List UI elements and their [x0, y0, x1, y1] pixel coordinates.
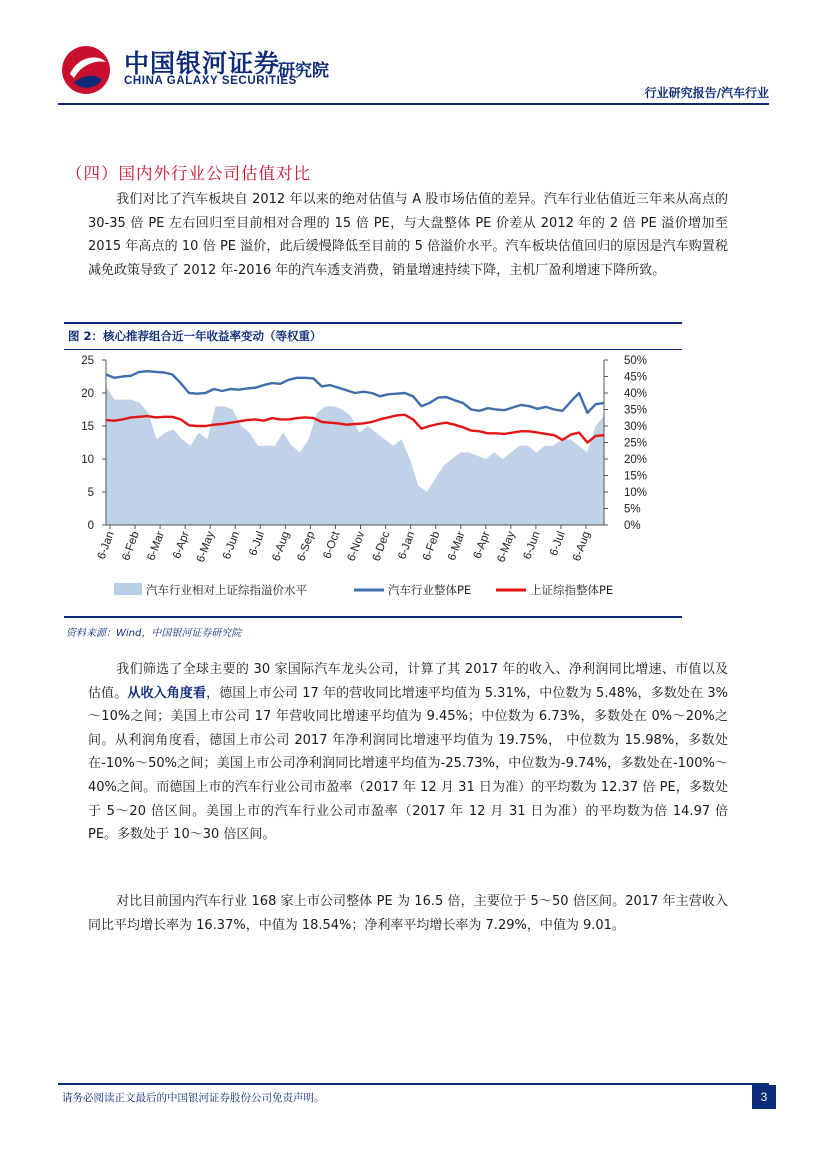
right-tick-label: 50% [624, 355, 648, 367]
right-tick-label: 25% [624, 437, 648, 450]
footer-disclaimer: 请务必阅读正文最后的中国银河证券股份公司免责声明。 [62, 1092, 325, 1104]
right-tick-label: 5% [624, 503, 641, 516]
footer-divider [58, 1083, 769, 1085]
paragraph-domestic-comparison [88, 890, 728, 937]
global-comparison-text-1: 我们筛选了全球主要的 30 家国际汽车龙头公司，计算了其 2017 年的收入、净利润同比增速、市值以及估值。 [88, 662, 728, 701]
x-tick-label: 6-Jun [521, 529, 543, 562]
company-logo [60, 42, 390, 98]
x-tick-label: 6-Jun [220, 529, 243, 562]
x-tick-label: 6-Apr [471, 529, 493, 561]
x-tick-label: 6-Mar [446, 529, 468, 563]
left-tick-label: 10 [81, 454, 94, 466]
figure-bottom-rule [64, 616, 682, 618]
section-title: （四）国内外行业公司估值对比 [66, 164, 311, 183]
company-name-cn: 中国银河证券 [124, 49, 281, 78]
domestic-comparison-text: 对比目前国内汽车行业 168 家上市公司整体 PE 为 16.5 倍，主要位于 5～50 倍区间。2017 年主营收入同比平均增长率为 16.37%，中值为 18.54%；净利率平均增长率为 7.29%，中值为 9.01。 [88, 894, 728, 933]
x-tick-label: 6-Jan [396, 529, 418, 562]
x-tick-label: 6-May [495, 529, 518, 565]
x-tick-label: 6-Feb [120, 529, 142, 563]
x-tick-label: 6-Jan [95, 529, 117, 562]
figure-top-rule [64, 322, 682, 324]
legend-swatch-premium [114, 583, 142, 595]
left-tick-label: 15 [81, 421, 94, 433]
institute-label: 研究院 [278, 61, 329, 81]
series-auto-industry-pe-line [106, 371, 604, 413]
figure-source: 资料来源：Wind，中国银河证券研究院 [66, 628, 242, 639]
x-tick-label: 6-Nov [345, 529, 368, 563]
report-type: 行业研究报告/汽车行业 [644, 86, 769, 100]
x-tick-label: 6-May [194, 529, 218, 565]
paragraph-global-comparison [88, 658, 728, 847]
legend-label-sse-pe: 上证综指整体PE [530, 583, 614, 597]
x-tick-label: 6-Feb [420, 529, 443, 563]
figure-title: 图 2：核心推荐组合近一年收益率变动（等权重） [68, 329, 322, 343]
right-tick-label: 45% [624, 371, 648, 384]
right-tick-label: 15% [624, 470, 648, 483]
x-tick-label: 6-Oct [321, 529, 343, 561]
x-tick-label: 6-Aug [571, 529, 593, 563]
chart-legend [114, 583, 613, 597]
page-number: 3 [752, 1085, 776, 1109]
pe-comparison-chart [64, 350, 682, 616]
x-tick-label: 6-Aug [270, 529, 293, 563]
paragraph-valuation [88, 188, 728, 282]
right-tick-label: 30% [624, 421, 648, 433]
galaxy-logo-icon [60, 44, 112, 96]
paragraph-valuation-text: 我们对比了汽车板块自 2012 年以来的绝对估值与 A 股市场估值的差异。汽车行业估值近三年来从高点的 30-35 倍 PE 左右回归至目前相对合理的 15 倍 PE，与大盘整体 PE 价差从 2012 年的 2 倍 PE 溢价增加至 2015 年高点的 10 倍 PE 溢价，此后缓慢降低至目前的 5 倍溢价水平。汽车板块估值回归的原因是汽车购置税减免政策导致了 2012 年-2016 年的汽车透支消费，销量增速持续下降，主机厂盈利增速下降所致。 [88, 192, 728, 278]
legend-label-premium: 汽车行业相对上证综指溢价水平 [146, 583, 307, 597]
right-tick-label: 0% [624, 520, 641, 532]
x-tick-label: 6-Sep [295, 529, 318, 563]
x-tick-label: 6-Apr [171, 529, 192, 561]
global-comparison-text-2: ，德国上市公司 17 年的营收同比增速平均值为 5.31%，中位数为 5.48%，多数处在 3%～10%之间；美国上市公司 17 年营收同比增速平均值为 9.45%；中位数为 6.73%，多数处在 0%～20%之间。从利润角度看，德国上市公司 2017 年净利润同比增速平均值为 19.75%， 中位数为 15.98%，多数处在-10%～50%之间；美国上市公司净利润同比增速平均值为-25.73%，中位数为-9.74%，多数处在-100%～40%之间。而德国上市的汽车行业公司市盈率（2017 年 12 月 31 日为准）的平均数为 12.37 倍 PE，多数处于 5～20 倍区间。美国上市的汽车行业公司市盈率（2017 年 12 月 31 日为准）的平均数为倍 14.97 倍 PE。多数处于 10～30 倍区间。 [88, 685, 728, 843]
x-tick-label: 6-Jul [547, 529, 568, 558]
legend-label-auto-pe: 汽车行业整体PE [388, 583, 472, 597]
figure-block [64, 322, 682, 618]
right-tick-label: 10% [624, 487, 648, 499]
left-tick-label: 25 [81, 355, 94, 367]
header-divider [58, 103, 769, 105]
revenue-angle-emphasis: 从收入角度看 [127, 685, 207, 701]
left-tick-label: 5 [87, 487, 94, 499]
left-tick-label: 0 [87, 520, 94, 532]
right-tick-label: 35% [624, 404, 648, 417]
right-tick-label: 40% [624, 388, 648, 400]
x-tick-label: 6-Mar [145, 529, 167, 563]
left-tick-label: 20 [81, 388, 94, 400]
company-name-en: CHINA GALAXY SECURITIES [124, 75, 297, 87]
right-tick-label: 20% [624, 454, 648, 466]
x-tick-label: 6-Jul [247, 529, 268, 558]
x-tick-label: 6-Dec [370, 529, 393, 563]
